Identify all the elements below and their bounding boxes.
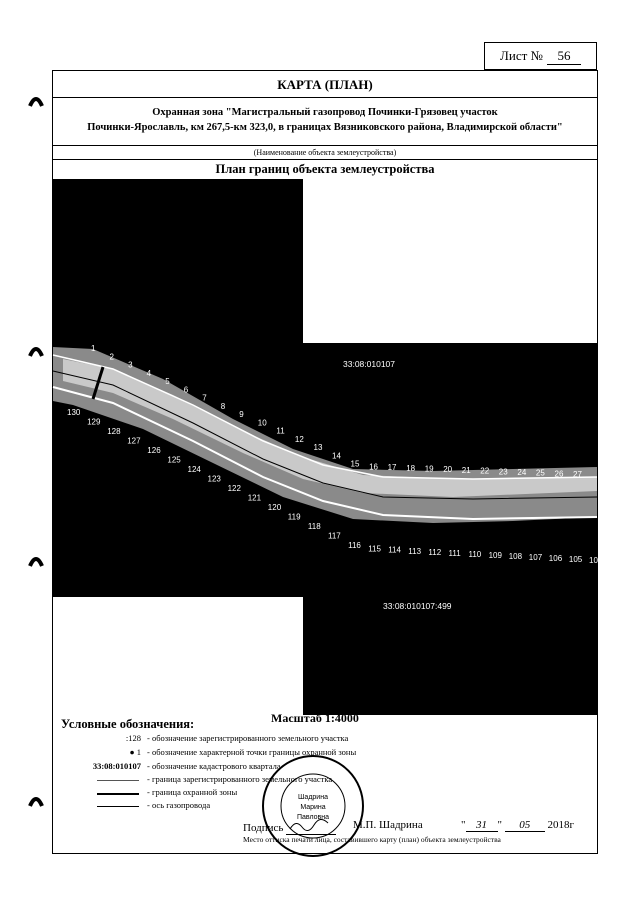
boundary-point-label: 19 bbox=[424, 464, 434, 474]
boundary-point-label: 112 bbox=[428, 547, 442, 557]
boundary-point-label: 108 bbox=[508, 551, 523, 561]
boundary-point-label: 129 bbox=[87, 417, 101, 427]
boundary-point-label: 126 bbox=[147, 446, 161, 455]
signature-date: " 31 " 05 2018г bbox=[461, 819, 575, 831]
legend-text: - обозначение кадастрового квартала bbox=[147, 761, 281, 771]
boundary-point-label: 6 bbox=[183, 385, 189, 395]
boundary-point-label: 117 bbox=[328, 531, 341, 541]
object-description-line-1: Охранная зона "Магистральный газопровод Починки-Грязовец участок bbox=[152, 107, 498, 118]
boundary-point-label: 20 bbox=[443, 465, 453, 475]
legend-text: - обозначение зарегистрированного земельного участка bbox=[147, 733, 349, 743]
boundary-point-label: 122 bbox=[227, 484, 241, 494]
boundary-point-label: 13 bbox=[313, 443, 323, 452]
boundary-point-label: 111 bbox=[448, 548, 461, 558]
signature-scribble bbox=[286, 819, 336, 835]
boundary-point-label: 106 bbox=[548, 553, 563, 563]
boundary-point-label: 9 bbox=[239, 410, 244, 419]
cadastral-quarter-label: 33:08:010107 bbox=[343, 359, 395, 369]
boundary-point-label: 12 bbox=[294, 434, 304, 444]
object-description-line-2: Починки-Ярославль, км 267,5-км 323,0, в границах Вязниковского района, Владимирской области" bbox=[87, 122, 563, 133]
boundary-point-label: 130 bbox=[67, 408, 81, 417]
boundary-point-label: 2 bbox=[109, 352, 114, 362]
plan-title: План границ объекта землеустройства bbox=[215, 162, 435, 176]
boundary-point-label: 118 bbox=[307, 522, 321, 532]
object-description bbox=[53, 105, 597, 135]
boundary-point-label: 21 bbox=[461, 465, 471, 475]
boundary-point-label: 104 bbox=[589, 556, 603, 565]
boundary-point-label: 4 bbox=[146, 368, 152, 378]
legend-line-symbol bbox=[97, 793, 139, 795]
boundary-point-label: 127 bbox=[127, 436, 141, 446]
binder-hole-mark bbox=[28, 92, 44, 108]
boundary-point-label: 23 bbox=[498, 467, 508, 477]
stamp-text: Шадрина bbox=[298, 794, 328, 801]
stamp-place-caption: Место оттиска печати лица, составившего карту (план) объекта землеустройства bbox=[243, 835, 501, 844]
sheet-number: 56 bbox=[547, 48, 581, 65]
parcel-label: 33:08:010107:499 bbox=[383, 601, 452, 611]
boundary-point-label: 114 bbox=[388, 545, 401, 555]
date-day: 31 bbox=[466, 819, 498, 832]
signature-label bbox=[243, 819, 336, 835]
boundary-point-label: 3 bbox=[128, 360, 133, 370]
boundary-point-label: 128 bbox=[107, 427, 121, 436]
legend-item bbox=[53, 733, 593, 746]
blank-area bbox=[303, 179, 597, 343]
boundary-point-label: 109 bbox=[488, 550, 502, 560]
boundary-point-label: 22 bbox=[480, 466, 490, 476]
official-stamp bbox=[258, 751, 368, 861]
boundary-point-label: 110 bbox=[468, 549, 482, 559]
map-canvas bbox=[53, 179, 603, 715]
binder-hole-mark bbox=[28, 552, 44, 568]
boundary-point-label: 26 bbox=[554, 469, 564, 479]
boundary-point-label: 120 bbox=[267, 503, 282, 513]
document-title: КАРТА (ПЛАН) bbox=[277, 77, 373, 92]
legend-symbol: 33:08:010107 bbox=[92, 761, 141, 771]
boundary-point-label: 123 bbox=[207, 474, 221, 484]
legend-line-symbol bbox=[97, 806, 139, 807]
legend-symbol-number: 1 bbox=[136, 747, 141, 757]
boundary-point-label: 8 bbox=[220, 401, 226, 411]
boundary-point-label: 5 bbox=[165, 377, 170, 386]
sheet-number-box bbox=[484, 42, 597, 70]
legend-text: - обозначение характерной точки границы охранной зоны bbox=[147, 747, 357, 757]
document-frame bbox=[52, 70, 603, 854]
signature-label-text: Подпись bbox=[243, 822, 284, 834]
map-plan bbox=[53, 179, 603, 715]
boundary-point-label: 14 bbox=[332, 451, 341, 461]
blank-area bbox=[53, 597, 303, 715]
date-year: 2018г bbox=[547, 819, 575, 831]
legend-text: - граница зарегистрированного земельного участка bbox=[147, 774, 333, 784]
boundary-point-label: 10 bbox=[257, 418, 267, 428]
boundary-point-label: 121 bbox=[247, 493, 262, 503]
signer-name: М.П. Шадрина bbox=[353, 819, 423, 831]
boundary-point-label: 25 bbox=[535, 468, 545, 478]
boundary-point-label: 107 bbox=[528, 552, 543, 562]
binder-hole-mark bbox=[28, 792, 44, 808]
date-month: 05 bbox=[505, 819, 545, 832]
object-name-caption: (Наименование объекта землеустройства) bbox=[253, 148, 397, 157]
boundary-point-label: 115 bbox=[368, 544, 381, 554]
map-scale: Масштаб 1:4000 bbox=[271, 711, 359, 725]
binder-hole-mark bbox=[28, 342, 44, 358]
boundary-point-label: 1 bbox=[91, 344, 96, 353]
legend-symbol: ● 1 bbox=[129, 747, 141, 757]
boundary-point-label: 116 bbox=[348, 541, 361, 551]
boundary-point-label: 15 bbox=[350, 459, 360, 469]
legend-title: Условные обозначения: bbox=[61, 717, 195, 731]
stamp-text: Марина bbox=[300, 804, 326, 811]
boundary-point-label: 124 bbox=[187, 465, 201, 475]
boundary-point-label: 16 bbox=[369, 462, 379, 472]
boundary-point-label: 17 bbox=[387, 463, 397, 473]
boundary-point-label: 113 bbox=[408, 546, 422, 556]
legend-text: - ось газопровода bbox=[147, 800, 211, 810]
sheet-label: Лист № bbox=[500, 48, 543, 63]
boundary-point-label: 7 bbox=[202, 393, 207, 403]
boundary-point-label: 119 bbox=[287, 512, 301, 522]
boundary-point-label: 27 bbox=[573, 470, 582, 479]
boundary-point-label: 18 bbox=[406, 463, 416, 473]
stamp-text: Павловна bbox=[296, 814, 330, 821]
boundary-point-label: 11 bbox=[276, 426, 285, 436]
legend-line-symbol bbox=[97, 780, 139, 781]
legend-symbol: :128 bbox=[125, 733, 141, 743]
boundary-point-label: 125 bbox=[167, 455, 181, 465]
boundary-point-label: 105 bbox=[568, 555, 583, 564]
legend-text: - граница охранной зоны bbox=[147, 787, 238, 797]
boundary-point-label: 24 bbox=[517, 467, 527, 477]
